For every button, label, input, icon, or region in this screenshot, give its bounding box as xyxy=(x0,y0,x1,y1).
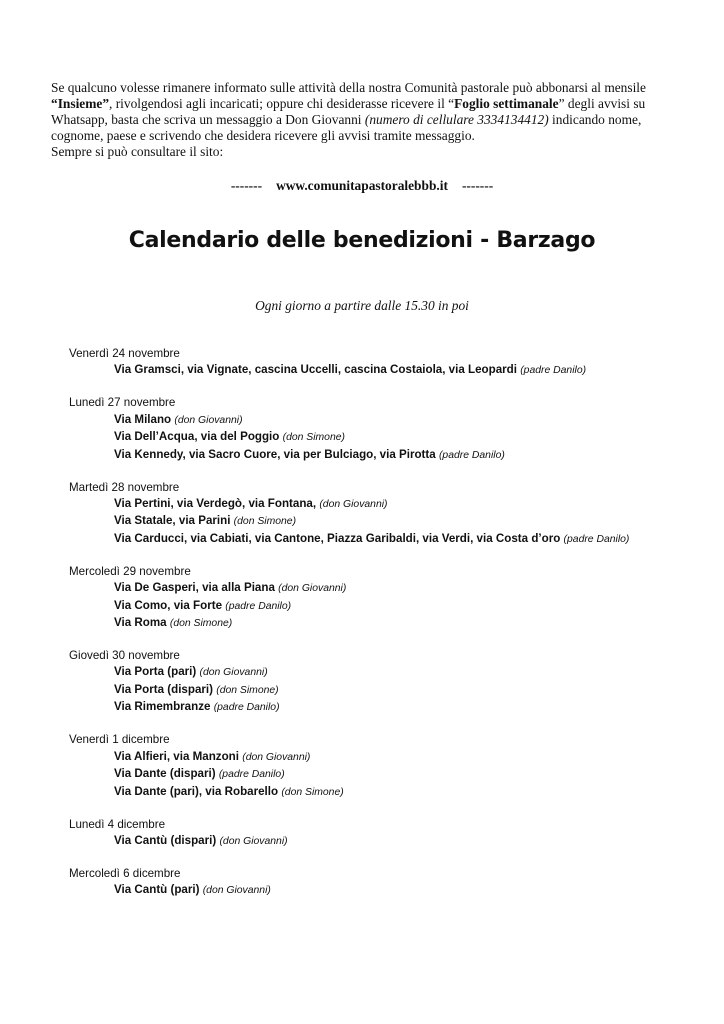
schedule-entry xyxy=(69,784,709,801)
schedule-entry xyxy=(69,429,709,446)
schedule-entry xyxy=(69,699,709,716)
schedule-day-date: Lunedì 4 dicembre xyxy=(69,817,166,831)
schedule-entry xyxy=(69,531,709,548)
phone-number-note: (numero di cellulare 3334134412) xyxy=(364,112,549,127)
entry-priest: (don Giovanni) xyxy=(319,499,388,511)
schedule-entry xyxy=(69,513,709,530)
entry-priest: (padre Danilo) xyxy=(563,533,630,545)
schedule-entry xyxy=(69,598,709,615)
schedule-entry xyxy=(69,362,709,379)
entry-streets: Via De Gasperi, via alla Piana xyxy=(114,581,275,595)
schedule-entry xyxy=(69,615,709,632)
entry-streets: Via Kennedy, via Sacro Cuore, via per Bulciago, via Pirotta xyxy=(114,447,436,461)
schedule-list xyxy=(69,346,709,915)
entry-priest: (padre Danilo) xyxy=(213,702,280,714)
entry-streets: Via Rimembranze xyxy=(114,700,211,714)
schedule-day-date: Venerdì 24 novembre xyxy=(69,347,180,360)
intro-text-segment: ” degli avvisi su Whatsapp, basta che scriva un messaggio a Don Giovanni xyxy=(51,96,646,127)
entry-priest: (padre Danilo) xyxy=(218,769,285,781)
weekly-bulletin-name: Foglio settimanale xyxy=(454,96,559,111)
entry-priest: (don Simone) xyxy=(282,432,345,444)
entry-priest: (don Simone) xyxy=(281,786,344,798)
intro-text xyxy=(51,80,691,160)
entry-streets: Via Dell’Acqua, via del Poggio xyxy=(114,430,280,444)
schedule-entry xyxy=(69,664,709,681)
entry-priest: (don Giovanni) xyxy=(202,885,271,897)
intro-text-segment: Se qualcuno volesse rimanere informato sulle attività della nostra Comunità pastorale può abbonarsi al mensile xyxy=(51,80,646,95)
schedule-day xyxy=(69,648,709,717)
entry-streets: Via Statale, via Parini xyxy=(114,514,231,528)
schedule-day xyxy=(69,732,709,801)
entry-priest: (padre Danilo) xyxy=(438,449,505,461)
entry-streets: Via Alfieri, via Manzoni xyxy=(114,749,239,763)
schedule-day xyxy=(69,817,709,851)
entry-priest: (don Giovanni) xyxy=(174,414,243,426)
page-subtitle: Ogni giorno a partire dalle 15.30 in poi xyxy=(255,298,469,313)
schedule-day-date: Lunedì 27 novembre xyxy=(69,396,176,410)
schedule-day xyxy=(69,480,709,549)
schedule-day-date: Martedì 28 novembre xyxy=(69,480,180,494)
schedule-day xyxy=(69,564,709,633)
entry-priest: (don Simone) xyxy=(169,618,233,630)
entry-streets: Via Gramsci, via Vignate, cascina Uccelli, cascina Costaiola, via Leopardi xyxy=(114,363,517,377)
schedule-day xyxy=(69,346,709,380)
entry-streets: Via Carducci, via Cabiati, via Cantone, Piazza Garibaldi, via Verdi, via Costa d’oro xyxy=(114,531,561,545)
schedule-entry xyxy=(69,833,709,850)
entry-streets: Via Cantù (pari) xyxy=(114,883,200,897)
newsletter-name: “Insieme” xyxy=(51,96,110,111)
dashes-right: ------- xyxy=(461,178,494,193)
site-intro: Sempre si può consultare il sito: xyxy=(51,144,224,159)
entry-streets: Via Porta (dispari) xyxy=(114,682,214,696)
entry-priest: (don Giovanni) xyxy=(242,751,311,763)
entry-streets: Via Milano xyxy=(114,412,172,426)
entry-priest: (don Giovanni) xyxy=(199,667,268,679)
schedule-entry xyxy=(69,447,709,464)
schedule-day xyxy=(69,395,709,464)
schedule-entry xyxy=(69,412,709,429)
entry-streets: Via Dante (pari), via Robarello xyxy=(114,784,279,798)
entry-streets: Via Como, via Forte xyxy=(114,598,223,612)
schedule-day-date: Mercoledì 6 dicembre xyxy=(69,866,181,880)
entry-streets: Via Cantù (dispari) xyxy=(114,833,217,847)
page-title: Calendario delle benedizioni - Barzago xyxy=(128,228,596,253)
intro-paragraph xyxy=(51,80,691,144)
entry-streets: Via Porta (pari) xyxy=(114,665,197,679)
intro-text-segment: , rivolgendosi agli incaricati; oppure chi desiderasse ricevere il “ xyxy=(109,96,455,111)
schedule-entry xyxy=(69,749,709,766)
schedule-entry xyxy=(69,882,709,899)
schedule-entry xyxy=(69,496,709,513)
schedule-day xyxy=(69,866,709,900)
schedule-day-date: Venerdì 1 dicembre xyxy=(69,733,170,747)
dashes-left: ------- xyxy=(230,178,263,193)
schedule-day-date: Mercoledì 29 novembre xyxy=(69,564,191,578)
website-line xyxy=(0,178,724,194)
entry-priest: (don Simone) xyxy=(233,516,297,528)
schedule-entry xyxy=(69,682,709,699)
entry-priest: (don Giovanni) xyxy=(278,583,347,595)
entry-streets: Via Roma xyxy=(114,616,167,630)
entry-streets: Via Dante (dispari) xyxy=(114,767,216,781)
entry-priest: (don Giovanni) xyxy=(219,835,288,847)
schedule-entry xyxy=(69,580,709,597)
website-url[interactable]: www.comunitapastoralebbb.it xyxy=(276,178,448,193)
intro-text-segment: indicando nome, cognome, paese e scrivendo che desidera ricevere gli avvisi tramite messaggio. xyxy=(51,112,642,143)
entry-streets: Via Pertini, via Verdegò, via Fontana, xyxy=(114,497,317,511)
schedule-day-date: Giovedì 30 novembre xyxy=(69,649,180,663)
entry-priest: (padre Danilo) xyxy=(520,365,587,377)
entry-priest: (padre Danilo) xyxy=(225,600,292,612)
schedule-entry xyxy=(69,766,709,783)
entry-priest: (don Simone) xyxy=(216,684,279,696)
